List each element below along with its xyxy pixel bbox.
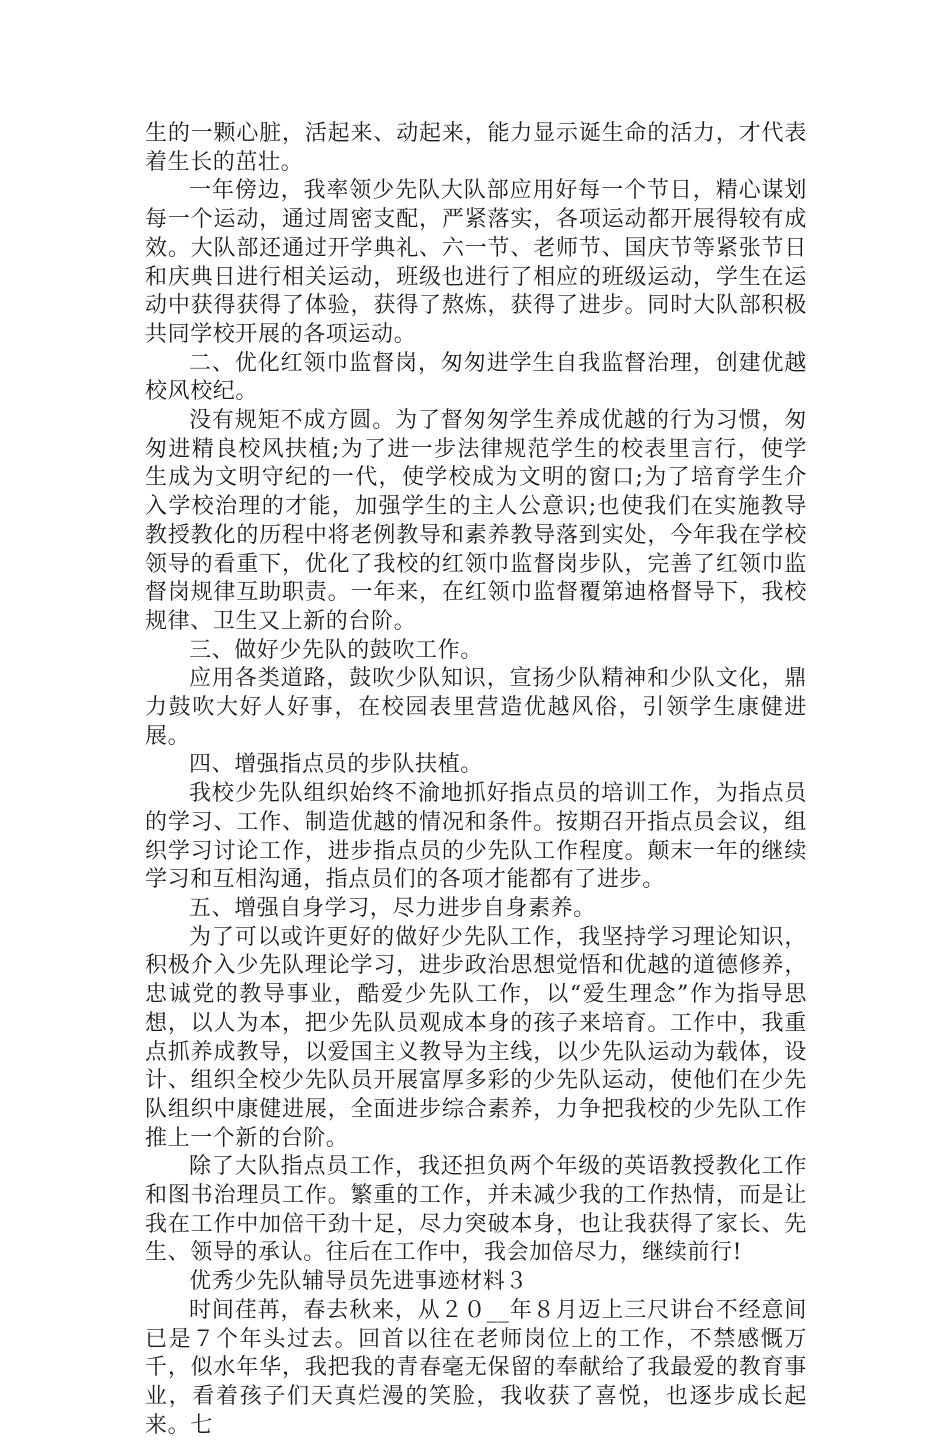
paragraph-8: 我校少先队组织始终不渝地抓好指点员的培训工作，为指点员的学习、工作、制造优越的情况和条件。按期召开指点员会议，组织学习讨论工作，进步指点员的少先队工作程度。颠末一年的继续学习和互相沟通，指点员们的各项才能都有了进步。 bbox=[145, 781, 807, 893]
document-body bbox=[145, 120, 807, 1440]
section-heading-2: 二、优化红领巾监督岗，匆匆进学生自我监督治理，创建优越校风校纪。 bbox=[145, 350, 807, 405]
paragraph-4: 没有规矩不成方圆。为了督匆匆学生养成优越的行为习惯，匆匆进精良校风扶植;为了进一步法律规范学生的校表里言行，使学生成为文明守纪的一代，使学校成为文明的窗口;为了培育学生介入学校治理的才能，加强学生的主人公意识;也使我们在实施教导教授教化的历程中将老例教导和素养教导落到实处，今年我在学校领导的看重下，优化了我校的红领巾监督岗步队，完善了红领巾监督岗规律互助职责。一年来，在红领巾监督覆第迪格督导下，我校规律、卫生又上新的台阶。 bbox=[145, 408, 807, 634]
paragraph-6: 应用各类道路，鼓吹少队知识，宣扬少队精神和少队文化，鼎力鼓吹大好人好事，在校园表里营造优越风俗，引领学生康健进展。 bbox=[145, 666, 807, 749]
section-heading-3: 三、做好少先队的鼓吹工作。 bbox=[189, 637, 483, 663]
paragraph-2: 一年傍边，我率领少先队大队部应用好每一个节日，精心谋划每一个运动，通过周密支配，严紧落实，各项运动都开展得较有成效。大队部还通过开学典礼、六一节、老师节、国庆节等紧张节日和庆典日进行相关运动，班级也进行了相应的班级运动，学生在运动中获得获得了体验，获得了熬炼，获得了进步。同时大队部积极共同学校开展的各项运动。 bbox=[145, 178, 807, 347]
article-title-3: 优秀少先队辅导员先进事迹材料３ bbox=[189, 1269, 529, 1295]
section-heading-5: 五、增强自身学习，尽力进步自身素养。 bbox=[189, 895, 596, 921]
paragraph-1: 生的一颗心脏，活起来、动起来，能力显示诞生命的活力，才代表着生长的茁壮。 bbox=[145, 121, 807, 175]
paragraph-11: 除了大队指点员工作，我还担负两个年级的英语教授教化工作和图书治理员工作。繁重的工作，并未减少我的工作热情，而是让我在工作中加倍干劲十足，尽力突破本身，也让我获得了家长、先生、领导的承认。往后在工作中，我会加倍尽力，继续前行! bbox=[145, 1154, 807, 1266]
paragraph-13: 时间荏苒，春去秋来，从２０__年８月迈上三尺讲台不经意间已是７个年头过去。回首以往在老师岗位上的工作，不禁感慨万千，似水年华，我把我的青春毫无保留的奉献给了我最爱的教育事业，看着孩子们天真烂漫的笑脸，我收获了喜悦，也逐步成长起来。七 bbox=[145, 1297, 807, 1438]
section-heading-4: 四、增强指点员的步队扶植。 bbox=[189, 752, 483, 778]
paragraph-10: 为了可以或许更好的做好少先队工作，我坚持学习理论知识，积极介入少先队理论学习，进步政治思想觉悟和优越的道德修养，忠诚党的教导事业，酷爱少先队工作，以“爱生理念”作为指导思想，以人为本，把少先队员观成本身的孩子来培育。工作中，我重点抓养成教导，以爱国主义教导为主线，以少先队运动为载体，设计、组织全校少先队员开展富厚多彩的少先队运动，使他们在少先队组织中康健进展，全面进步综合素养，力争把我校的少先队工作推上一个新的台阶。 bbox=[145, 924, 807, 1151]
